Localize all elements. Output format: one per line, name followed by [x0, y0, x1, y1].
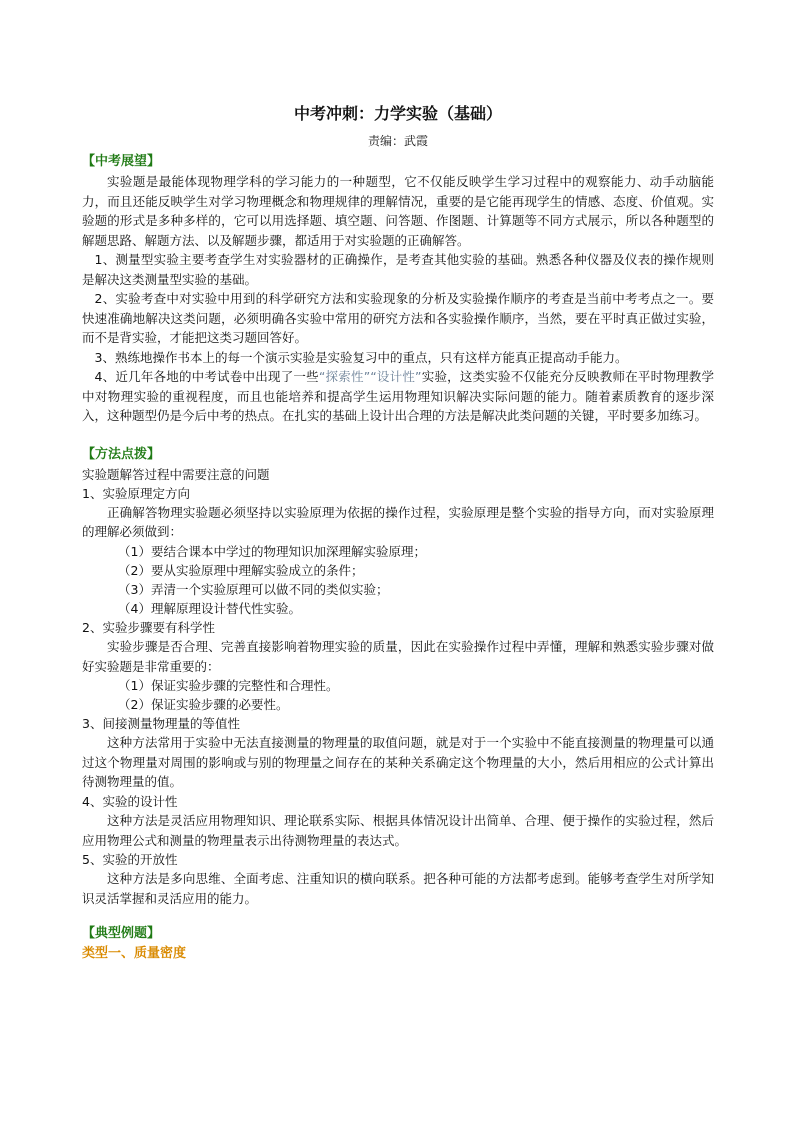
example-type-1-heading: 类型一、质量密度	[82, 946, 187, 962]
page-title: 中考冲刺：力学实验（基础）	[293, 104, 502, 123]
method-1-title: 1、实验原理定方向	[82, 485, 190, 501]
document-page	[82, 102, 714, 964]
method-4-text: 这种方法是灵活应用物理知识、理论联系实际、根据具体情况设计出简单、合理、便于操作的实验过程，然后应用物理公式和测量的物理量表示出待测物理量的表达式。	[82, 813, 714, 848]
section-heading-outlook: 【中考展望】	[82, 154, 161, 169]
byline: 责编：武霞	[367, 134, 428, 148]
method-1-item: （4）理解原理设计替代性实验。	[118, 600, 301, 616]
section-heading-methods: 【方法点拨】	[82, 446, 161, 462]
method-1-text: 正确解答物理实验题必须坚持以实验原理为依据的操作过程，实验原理是整个实验的指导方向，而对实验原理的理解必须做到：	[82, 504, 714, 540]
method-3-title: 3、间接测量物理量的等值性	[82, 716, 240, 732]
quote-exploratory: “探索性”	[318, 369, 371, 384]
outlook-point-2: 2、实验考查中对实验中用到的科学研究方法和实验现象的分析及实验操作顺序的考查是当前中考考点之一。要快速准确地解决这类问题，必须明确各实验中常用的研究方法和各实验操作顺序，当然，要在平时真正做过实验，而不是背实验，才能把这类习题回答好。	[82, 291, 714, 345]
method-5-text: 这种方法是多向思维、全面考虑、注重知识的横向联系。把各种可能的方法都考虑到。能够考查学生对所学知识灵活掌握和灵活应用的能力。	[82, 871, 714, 906]
method-4-title: 4、实验的设计性	[82, 793, 178, 809]
methods-lead: 实验题解答过程中需要注意的问题	[82, 466, 270, 482]
method-2-item: （1）保证实验步骤的完整性和合理性。	[118, 678, 339, 694]
outlook-point-4	[82, 367, 714, 426]
method-2-title: 2、实验步骤要有科学性	[82, 619, 215, 635]
outlook-point-1: 1、测量型实验主要考查学生对实验器材的正确操作，是考查其他实验的基础。熟悉各种仪器及仪表的操作规则是解决这类测量型实验的基础。	[82, 252, 714, 287]
outlook-point-3: 3、熟练地操作书本上的每一个演示实验是实验复习中的重点，只有这样方能真正提高动手能力。	[94, 349, 628, 365]
method-1-item: （3）弄清一个实验原理可以做不同的类似实验；	[118, 581, 389, 597]
point4-rest: 实验，这类实验不仅能充分反映教师在平时物理教学中对物理实验的重视程度，而且也能培养和提高学生运用物理知识解决实际问题的能力。随着素质教育的逐步深入，这种题型仍是今后中考的热点。在扎实的基础上设计出合理的方法是解决此类问题的关键，平时要多加练习。	[82, 369, 714, 423]
quote-design: “设计性”	[370, 369, 422, 384]
point4-start: 4、近几年各地的中考试卷中出现了一些	[94, 369, 319, 384]
method-1-item: （2）要从实验原理中理解实验成立的条件；	[118, 562, 364, 578]
method-2-text: 实验步骤是否合理、完善直接影响着物理实验的质量，因此在实验操作过程中弄懂，理解和熟悉实验步骤对做好实验题是非常重要的：	[82, 639, 714, 674]
section-heading-examples: 【典型例题】	[82, 926, 161, 942]
method-5-title: 5、实验的开放性	[82, 852, 178, 868]
method-2-item: （2）保证实验步骤的必要性。	[118, 697, 289, 713]
outlook-intro: 实验题是最能体现物理学科的学习能力的一种题型，它不仅能反映学生学习过程中的观察能力、动手动脑能力，而且还能反映学生对学习物理概念和物理规律的理解情况，重要的是它能再现学生的情感、态度、价值观。实验题的形式是多种多样的，它可以用选择题、填空题、问答题、作图题、计算题等不同方式展示，所以各种题型的解题思路、解题方法、以及解题步骤，都适用于对实验题的正确解答。	[82, 174, 714, 248]
method-3-text: 这种方法常用于实验中无法直接测量的物理量的取值问题，就是对于一个实验中不能直接测量的物理量可以通过这个物理量对周围的影响或与别的物理量之间存在的某种关系确定这个物理量的大小，然后用相应的公式计算出待测物理量的值。	[82, 735, 714, 790]
method-1-item: （1）要结合课本中学过的物理知识加深理解实验原理；	[118, 543, 426, 559]
